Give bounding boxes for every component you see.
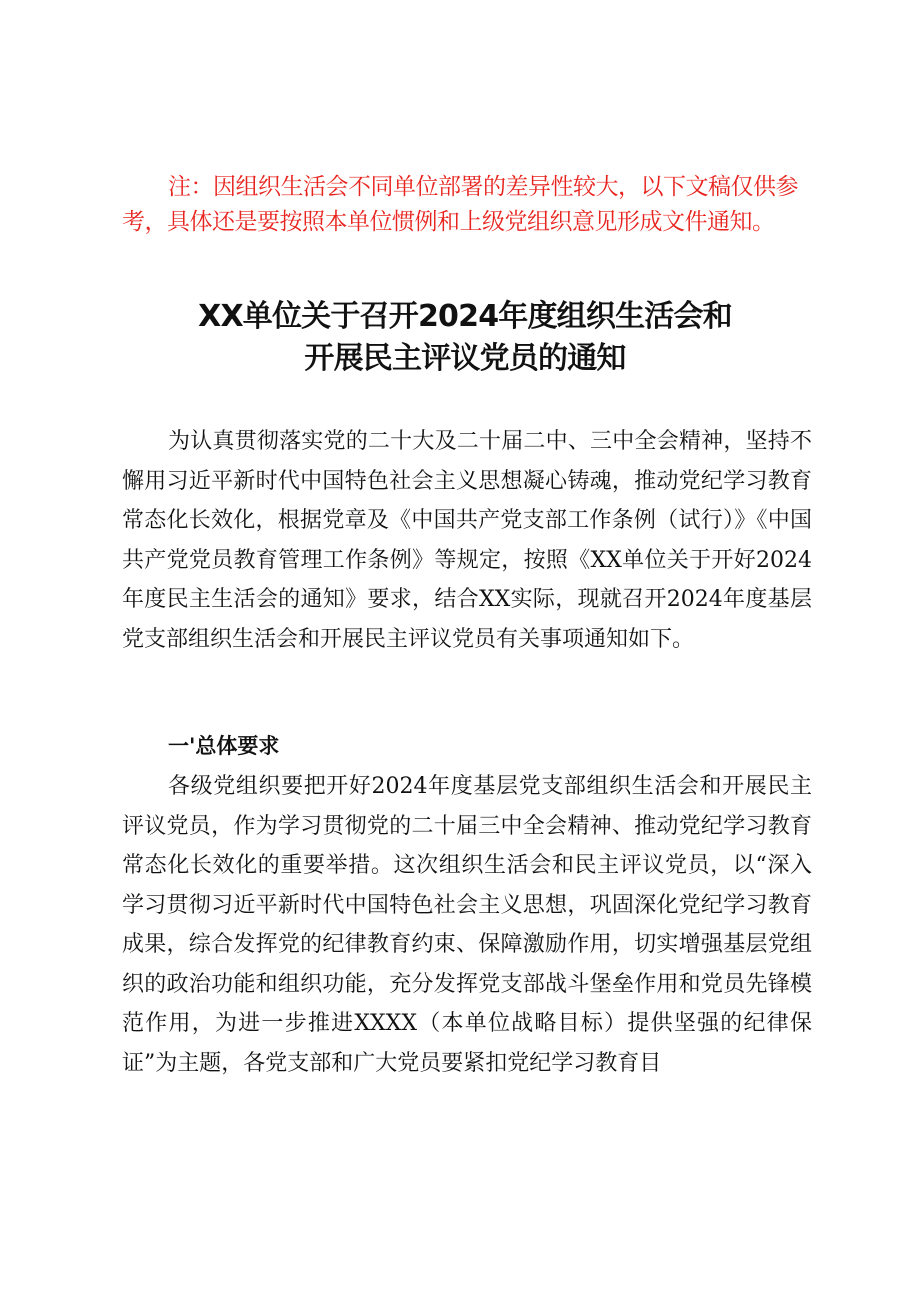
document-title <box>120 296 810 380</box>
editorial-note: 注：因组织生活会不同单位部署的差异性较大，以下文稿仅供参考，具体还是要按照本单位惯例和上级党组织意见形成文件通知。 <box>122 174 798 235</box>
title-line-2: 开展民主评议党员的通知 <box>304 341 626 376</box>
section-heading-general-requirements: 一'总体要求 <box>168 734 280 758</box>
section-paragraph: 各级党组织要把开好2024年度基层党支部组织生活会和开展民主评议党员，作为学习贯彻党的二十届三中全会精神、推动党纪学习教育常态化长效化的重要举措。这次组织生活会和民主评议党员，以“深入学习贯彻习近平新时代中国特色社会主义思想，巩固深化党纪学习教育成果，综合发挥党的纪律教育约束、保障激励作用，切实增强基层党组织的政治功能和组织功能，充分发挥党支部战斗堡垒作用和党员先锋模范作用，为进一步推进XXXX（本单位战略目标）提供坚强的纪律保证”为主题，各党支部和广大党员要紧扣党纪学习教育目 <box>122 774 812 1076</box>
intro-paragraph: 为认真贯彻落实党的二十大及二十届二中、三中全会精神，坚持不懈用习近平新时代中国特色社会主义思想凝心铸魂，推动党纪学习教育常态化长效化，根据党章及《中国共产党支部工作条例（试行）》《中国共产党党员教育管理工作条例》等规定，按照《XX单位关于开好2024年度民主生活会的通知》要求，结合XX实际，现就召开2024年度基层党支部组织生活会和开展民主评议党员有关事项通知如下。 <box>122 429 812 652</box>
title-line-1: XX单位关于召开2024年度组织生活会和 <box>198 299 732 334</box>
